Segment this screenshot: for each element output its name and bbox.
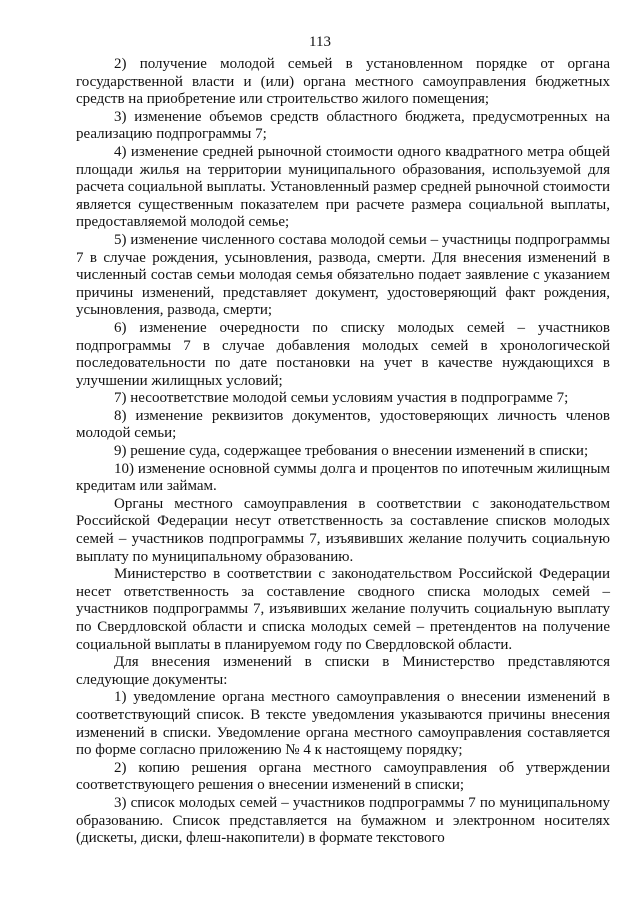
paragraph-item-6: 6) изменение очередности по списку молодых семей – участников подпрограммы 7 в случае добавления молодых семей в хронологической последовательности по дате постановки на учет в качестве нуждающихся в улучшении жилищных условий; [76, 319, 610, 389]
paragraph-item-4: 4) изменение средней рыночной стоимости одного квадратного метра общей площади жилья на территории муниципального образования, используемой для расчета социальной выплаты. Установленный размер средней рыночной стоимости является существенным показателем при расчете размера социальной выплаты, предоставляемой молодой семье; [76, 143, 610, 231]
paragraph-item-8: 8) изменение реквизитов документов, удостоверяющих личность членов молодой семьи; [76, 407, 610, 442]
paragraph-document-3: 3) список молодых семей – участников подпрограммы 7 по муниципальному образованию. Список представляется на бумажном и электронном носителях (дискеты, диски, флеш-накопители) в формате текстового [76, 794, 610, 847]
page-number: 113 [309, 34, 331, 50]
paragraph-item-10: 10) изменение основной суммы долга и процентов по ипотечным жилищным кредитам или займам. [76, 460, 610, 495]
paragraph-item-9: 9) решение суда, содержащее требования о внесении изменений в списки; [114, 443, 589, 460]
paragraph-document-1: 1) уведомление органа местного самоуправления о внесении изменений в соответствующий список. В тексте уведомления указываются причины внесения изменений в списки. Уведомление органа местного самоуправления составляется по форме согласно приложению № 4 к настоящему порядку; [76, 689, 610, 759]
paragraph-item-5: 5) изменение численного состава молодой семьи – участницы подпрограммы 7 в случае рождения, усыновления, развода, смерти. Для внесения изменений в численный состав семьи молодая семья обязательно подает заявление с указанием причины изменений, представляет документ, удостоверяющий факт рождения, усыновления, развода, смерти; [76, 231, 610, 319]
paragraph-ministry-responsibility: Министерство в соответствии с законодательством Российской Федерации несет ответственность за составление сводного списка молодых семей – участников подпрограммы 7, изъявивших желание получить социальную выплату по Свердловской области и списка молодых семей – претендентов на получение социальной выплаты в планируемом году по Свердловской области. [76, 566, 610, 653]
paragraph-item-7: 7) несоответствие молодой семьи условиям участия в подпрограмме 7; [114, 390, 569, 407]
paragraph-item-2: 2) получение молодой семьей в установленном порядке от органа государственной власти и (или) органа местного самоуправления бюджетных средств на приобретение или строительство жилого помещения; [76, 56, 610, 108]
paragraph-item-3: 3) изменение объемов средств областного бюджета, предусмотренных на реализацию подпрограммы 7; [76, 108, 610, 143]
document-body [76, 56, 610, 848]
paragraph-document-2: 2) копию решения органа местного самоуправления об утверждении соответствующего решения о внесении изменений в списки; [76, 759, 610, 794]
paragraph-local-authorities-responsibility: Органы местного самоуправления в соответствии с законодательством Российской Федерации несут ответственность за составление списков молодых семей – участников подпрограммы 7, изъявивших желание получить социальную выплату по муниципальному образованию. [76, 495, 610, 565]
paragraph-documents-intro: Для внесения изменений в списки в Министерство представляются следующие документы: [76, 654, 610, 688]
